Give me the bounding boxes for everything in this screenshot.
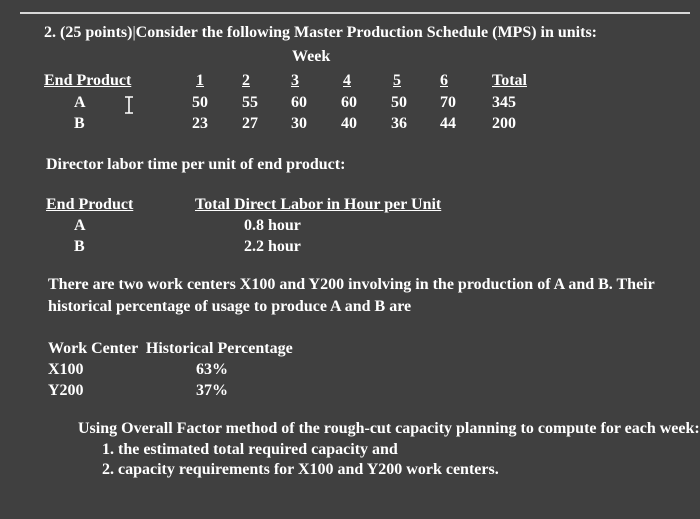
- mps-row-a-product: A: [74, 94, 86, 111]
- work-center-row-x100-pct: 63%: [196, 361, 228, 378]
- labor-intro: Director labor time per unit of end product:: [46, 156, 346, 173]
- work-centers-text-line-1: There are two work centers X100 and Y200 involving in the production of A and B. Their: [48, 276, 655, 293]
- top-divider: [20, 12, 690, 14]
- mps-row-b-week-2: 27: [242, 115, 258, 132]
- mps-row-b-week-4: 40: [341, 115, 357, 132]
- mps-row-b-product: B: [74, 115, 85, 132]
- mps-row-a-week-5: 50: [391, 94, 407, 111]
- task-item-1: 1. the estimated total required capacity and: [102, 441, 398, 458]
- task-item-2: 2. capacity requirements for X100 and Y200 work centers.: [102, 461, 499, 478]
- mps-row-a-week-2: 55: [242, 94, 258, 111]
- week-label: Week: [292, 48, 331, 65]
- week-header-2: 2: [242, 72, 250, 89]
- work-center-row-x100: X100: [48, 361, 84, 378]
- week-header-3: 3: [291, 72, 299, 89]
- labor-row-b-hours: 2.2 hour: [244, 238, 301, 255]
- labor-row-a-product: A: [74, 217, 86, 234]
- mps-row-b-week-3: 30: [291, 115, 307, 132]
- work-center-row-y200-pct: 37%: [196, 382, 228, 399]
- task-intro: Using Overall Factor method of the rough-cut capacity planning to compute for each week:: [78, 420, 700, 437]
- labor-hours-header: Total Direct Labor in Hour per Unit: [195, 196, 442, 213]
- question-heading: 2. (25 points)|Consider the following Master Production Schedule (MPS) in units:: [44, 24, 598, 41]
- work-center-table-header: Work Center Historical Percentage: [48, 340, 293, 357]
- mps-row-a-week-3: 60: [291, 94, 307, 111]
- mps-row-a-week-6: 70: [440, 94, 456, 111]
- question-intro: Consider the following Master Production Schedule (MPS) in units:: [135, 24, 598, 41]
- mps-row-b-week-5: 36: [391, 115, 407, 132]
- text-cursor-icon: [122, 96, 136, 114]
- question-points: 2. (25 points): [44, 24, 133, 41]
- labor-row-a-hours: 0.8 hour: [244, 217, 301, 234]
- work-center-row-y200: Y200: [48, 382, 84, 399]
- week-header-6: 6: [440, 72, 448, 89]
- work-centers-text-line-2: historical percentage of usage to produce A and B are: [48, 298, 412, 315]
- mps-row-b-week-6: 44: [440, 115, 456, 132]
- mps-row-a-total: 345: [492, 94, 516, 111]
- labor-row-b-product: B: [74, 238, 85, 255]
- week-header-5: 5: [393, 72, 401, 89]
- mps-row-b-total: 200: [492, 115, 516, 132]
- labor-end-product-header: End Product: [46, 196, 134, 213]
- mps-end-product-header: End Product: [44, 72, 132, 89]
- total-header: Total: [492, 72, 527, 89]
- mps-row-a-week-1: 50: [192, 94, 208, 111]
- week-header-4: 4: [343, 72, 351, 89]
- mps-row-b-week-1: 23: [192, 115, 208, 132]
- mps-row-a-week-4: 60: [341, 94, 357, 111]
- week-header-1: 1: [196, 72, 204, 89]
